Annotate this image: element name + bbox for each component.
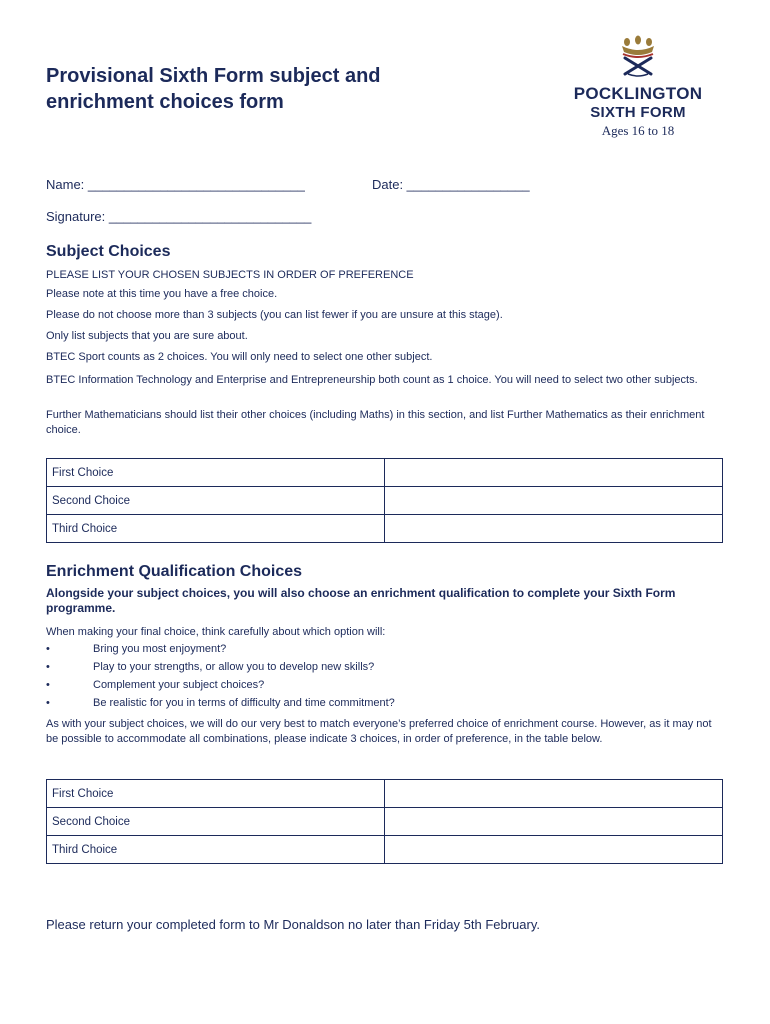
school-logo: [548, 34, 728, 144]
list-item-text: Be realistic for you in terms of difficulty and time commitment?: [93, 697, 395, 709]
subject-choices-heading: Subject Choices: [46, 243, 171, 260]
enrichment-lead: When making your final choice, think carefully about which option will:: [46, 626, 386, 638]
bullet-icon: •: [46, 643, 50, 655]
enrichment-criteria-list: [46, 640, 706, 712]
subject-note: Further Mathematicians should list their other choices (including Maths) in this section, and list Further Mathematics as their enrichment choice.: [46, 409, 705, 436]
logo-text-ages: Ages 16 to 18: [601, 123, 675, 138]
bullet-icon: •: [46, 679, 50, 691]
row-label: Third Choice: [47, 836, 385, 864]
signature-field[interactable]: Signature: ____________________________: [46, 209, 312, 224]
list-item: [46, 640, 706, 658]
subject-choice-2-input[interactable]: [385, 487, 723, 515]
page-title: [46, 63, 506, 115]
table-row: [47, 808, 723, 836]
title-line-2: enrichment choices form: [46, 91, 284, 113]
title-line-1: Provisional Sixth Form subject and: [46, 65, 381, 87]
list-item: [46, 676, 706, 694]
enrichment-heading: Enrichment Qualification Choices: [46, 563, 303, 580]
table-row: [47, 780, 723, 808]
enrichment-choices-table: [46, 779, 723, 864]
row-label: Second Choice: [47, 808, 385, 836]
bullet-icon: •: [46, 697, 50, 709]
name-field[interactable]: Name: ______________________________: [46, 177, 305, 192]
enrichment-choice-2-input[interactable]: [385, 808, 723, 836]
subject-instruction: [46, 268, 726, 283]
row-label: First Choice: [47, 459, 385, 487]
subject-note: Please note at this time you have a free choice.: [46, 288, 278, 300]
row-label: Third Choice: [47, 515, 385, 543]
list-item: [46, 694, 706, 712]
crest-icon: [616, 34, 660, 80]
list-item: [46, 658, 706, 676]
enrichment-choice-3-input[interactable]: [385, 836, 723, 864]
subject-note: Please do not choose more than 3 subjects (you can list fewer if you are unsure at this stage).: [46, 309, 503, 321]
enrichment-intro: Alongside your subject choices, you will also choose an enrichment qualification to complete your Sixth Form programme.: [46, 586, 676, 615]
enrichment-choice-1-input[interactable]: [385, 780, 723, 808]
subject-note: Only list subjects that you are sure about.: [46, 330, 248, 342]
instruction-part-1: PLEASE LIST YOUR CHOSEN SUBJECTS: [46, 269, 261, 281]
row-label: First Choice: [47, 780, 385, 808]
list-item-text: Play to your strengths, or allow you to develop new skills?: [93, 661, 375, 673]
subject-note: BTEC Information Technology and Enterprise and Entrepreneurship both count as 1 choice. You will need to select two other subjects.: [46, 374, 698, 386]
subject-choices-table: [46, 458, 723, 543]
logo-text-sixth-form: SIXTH FORM: [590, 104, 686, 121]
bullet-icon: •: [46, 661, 50, 673]
subject-choice-1-input[interactable]: [385, 459, 723, 487]
row-label: Second Choice: [47, 487, 385, 515]
table-row: [47, 459, 723, 487]
return-instructions: Please return your completed form to Mr Donaldson no later than Friday 5th February.: [46, 917, 540, 932]
list-item-text: Bring you most enjoyment?: [93, 643, 227, 655]
logo-text-school: POCKLINGTON: [573, 84, 703, 103]
table-row: [47, 836, 723, 864]
instruction-part-2: IN ORDER OF PREFERENCE: [260, 269, 414, 281]
date-field[interactable]: Date: _________________: [372, 177, 530, 192]
table-row: [47, 515, 723, 543]
subject-note: BTEC Sport counts as 2 choices. You will only need to select one other subject.: [46, 351, 433, 363]
list-item-text: Complement your subject choices?: [93, 679, 265, 691]
table-row: [47, 487, 723, 515]
subject-choice-3-input[interactable]: [385, 515, 723, 543]
enrichment-paragraph: As with your subject choices, we will do our very best to match everyone’s preferred choice of enrichment course. However, as it may not be possible to accommodate all combinations, please indicate 3 choices, in order of preference, in the table below.: [46, 718, 712, 745]
